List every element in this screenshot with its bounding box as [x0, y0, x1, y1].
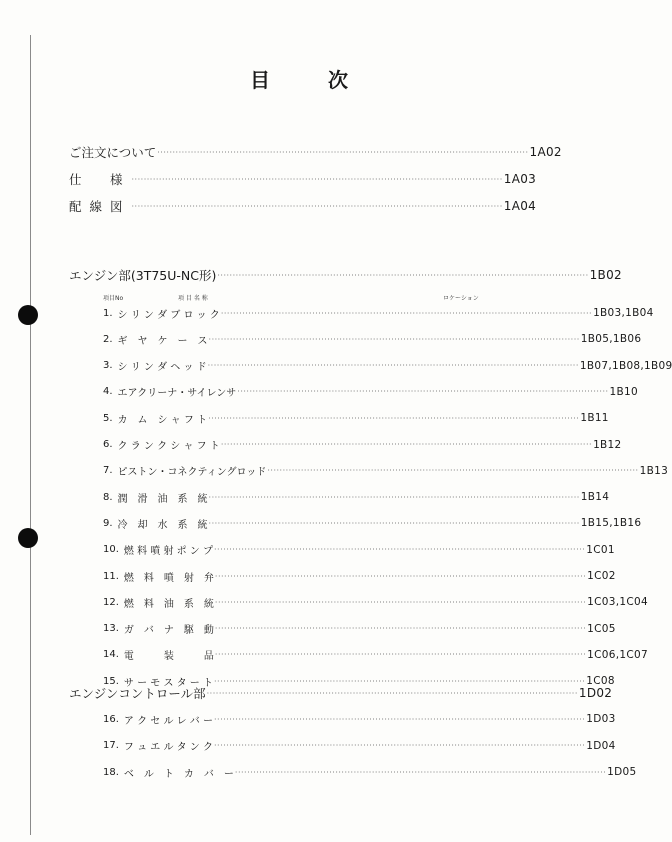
toc-item-name: エアクリーナ・サイレンサ	[117, 388, 237, 400]
toc-item[interactable]	[103, 541, 615, 559]
toc-item-location: 1C02	[587, 570, 616, 582]
leader-dots: ··························································································································	[206, 688, 578, 698]
binding-line	[30, 35, 31, 835]
toc-item[interactable]	[103, 737, 616, 755]
toc-item-location: 1B03,1B04	[593, 307, 654, 319]
toc-item[interactable]	[103, 304, 654, 322]
toc-item-name: 燃 料 噴 射 ポ ン プ	[123, 546, 213, 558]
toc-item[interactable]	[103, 357, 672, 375]
leader-dots: ··························································································································	[213, 714, 586, 724]
leader-dots: ··························································································································	[217, 270, 589, 280]
leader-dots: ··························································································································	[208, 518, 580, 528]
column-header-item-no: 項目No	[103, 295, 124, 302]
toc-item-number: 8.	[103, 491, 113, 503]
toc-item[interactable]	[103, 462, 669, 480]
toc-item-name: フ ュ エ ル タ ン ク	[123, 742, 213, 753]
toc-item[interactable]	[103, 383, 638, 401]
toc-item-number: 9.	[103, 517, 113, 529]
toc-item[interactable]	[103, 488, 610, 506]
toc-item-number: 10.	[103, 544, 119, 556]
toc-item-number: 2.	[103, 333, 113, 345]
toc-item-location: 1B14	[580, 491, 610, 504]
leader-dots: ··························································································································	[214, 624, 587, 634]
toc-item-number: 1.	[103, 307, 113, 319]
toc-entry-location: 1A03	[503, 172, 537, 186]
toc-item-location: 1B10	[609, 385, 638, 398]
toc-item-location: 1D05	[607, 766, 637, 778]
toc-entry-label: 仕 様	[69, 172, 131, 187]
punch-hole-bottom	[18, 528, 38, 548]
leader-dots: ··························································································································	[131, 174, 503, 184]
toc-item-name: 燃 料 噴 射 弁	[123, 572, 214, 584]
leader-dots: ··························································································································	[213, 676, 586, 686]
toc-item[interactable]	[103, 436, 622, 454]
toc-item-number: 3.	[103, 360, 113, 372]
leader-dots: ··························································································································	[131, 201, 503, 211]
toc-item-location: 1C06,1C07	[587, 648, 648, 661]
page-title-char-1: 目	[250, 68, 270, 92]
toc-item-name: ギ ヤ ケ ー ス	[117, 335, 208, 347]
toc-item-number: 5.	[103, 412, 113, 424]
toc-item-location: 1B11	[580, 412, 609, 425]
toc-item-name: シ リ ン ダ ブ ロ ッ ク	[117, 309, 220, 321]
toc-section-label: エンジンコントロール部	[69, 686, 206, 701]
toc-item-name: シ リ ン ダ ヘ ッ ド	[117, 362, 207, 374]
toc-item-location: 1D03	[586, 713, 616, 725]
toc-item-name: ガ バ ナ 駆 動	[123, 625, 214, 637]
toc-section-location: 1D02	[578, 686, 613, 700]
toc-item[interactable]	[103, 330, 642, 348]
toc-section-location: 1B02	[589, 268, 622, 282]
toc-item-location: 1C01	[586, 543, 615, 556]
leader-dots: ··························································································································	[157, 147, 529, 157]
toc-item-location: 1D04	[586, 739, 616, 752]
toc-item-number: 13.	[103, 623, 119, 635]
toc-item-location: 1C05	[587, 622, 616, 635]
toc-item-location: 1B07,1B08,1B09	[579, 359, 672, 372]
toc-item-name: ク ラ ン ク シ ャ フ ト	[117, 441, 220, 452]
toc-item-number: 12.	[103, 596, 119, 608]
toc-section-label: エンジン部(3T75U-NC形)	[69, 268, 217, 283]
toc-item-location: 1B05,1B06	[580, 333, 642, 346]
toc-entry-wiring-diagram[interactable]	[69, 197, 537, 215]
toc-item-location: 1C08	[586, 675, 615, 688]
leader-dots: ··························································································································	[213, 741, 586, 750]
leader-dots: ··························································································································	[214, 571, 587, 581]
toc-item-number: 18.	[103, 766, 119, 778]
toc-item-number: 17.	[103, 740, 119, 751]
toc-item[interactable]	[103, 593, 648, 611]
toc-item-name: 冷 却 水 系 統	[117, 519, 208, 531]
toc-item[interactable]	[103, 514, 642, 532]
leader-dots: ··························································································································	[267, 466, 639, 476]
toc-item[interactable]	[103, 763, 637, 781]
leader-dots: ··························································································································	[237, 387, 609, 397]
leader-dots: ··························································································································	[208, 492, 580, 502]
toc-item-number: 16.	[103, 713, 119, 725]
toc-item[interactable]	[103, 567, 616, 585]
toc-item-location: 1B12	[593, 438, 622, 451]
toc-item-location: 1B13	[639, 464, 669, 477]
toc-section-engine-control[interactable]	[69, 684, 613, 702]
toc-entry-location: 1A02	[529, 145, 562, 159]
toc-entry-label: ご注文について	[69, 145, 157, 160]
column-header-location: ロケーション	[443, 295, 479, 302]
toc-item-location: 1C03,1C04	[587, 596, 648, 609]
leader-dots: ··························································································································	[208, 413, 580, 423]
page-title-char-2: 次	[328, 68, 348, 92]
toc-item-number: 14.	[103, 649, 119, 661]
toc-item-name: サ ー モ ス タ ー ト	[123, 677, 213, 689]
toc-item-number: 4.	[103, 386, 113, 398]
toc-item-name: カ ム シ ャ フ ト	[117, 414, 208, 426]
leader-dots: ··························································································································	[220, 308, 593, 318]
toc-entry-order-info[interactable]	[69, 143, 562, 161]
toc-entry-specifications[interactable]	[69, 170, 537, 188]
toc-item[interactable]	[103, 409, 609, 427]
leader-dots: ··························································································································	[207, 361, 579, 371]
leader-dots: ··························································································································	[234, 767, 607, 777]
leader-dots: ··························································································································	[220, 440, 593, 449]
toc-entry-label: 配線図	[69, 199, 131, 214]
toc-entry-location: 1A04	[503, 199, 537, 213]
toc-item-name: 電 装 品	[123, 651, 214, 663]
toc-item-number: 15.	[103, 675, 119, 687]
toc-item-name: ピストン・コネクティングロッド	[117, 467, 267, 479]
leader-dots: ··························································································································	[214, 650, 587, 660]
toc-item[interactable]	[103, 646, 648, 664]
toc-item-name: 燃 料 油 系 統	[123, 598, 214, 610]
toc-item-name: ベ ル ト カ バ ー	[123, 768, 234, 780]
toc-item-name: ア ク セ ル レ バ ー	[123, 715, 213, 727]
punch-hole-top	[18, 305, 38, 325]
toc-item[interactable]	[103, 710, 616, 728]
toc-item-name: 潤 滑 油 系 統	[117, 493, 208, 505]
leader-dots: ··························································································································	[214, 597, 587, 607]
toc-item-number: 11.	[103, 570, 119, 582]
toc-item-location: 1B15,1B16	[580, 517, 642, 530]
toc-item-number: 7.	[103, 465, 113, 477]
toc-item[interactable]	[103, 620, 616, 638]
toc-item-number: 6.	[103, 439, 113, 450]
leader-dots: ··························································································································	[208, 334, 580, 344]
leader-dots: ··························································································································	[213, 545, 586, 555]
toc-section-engine[interactable]	[69, 266, 622, 284]
column-header-item-name: 項 目 名 称	[178, 295, 208, 302]
